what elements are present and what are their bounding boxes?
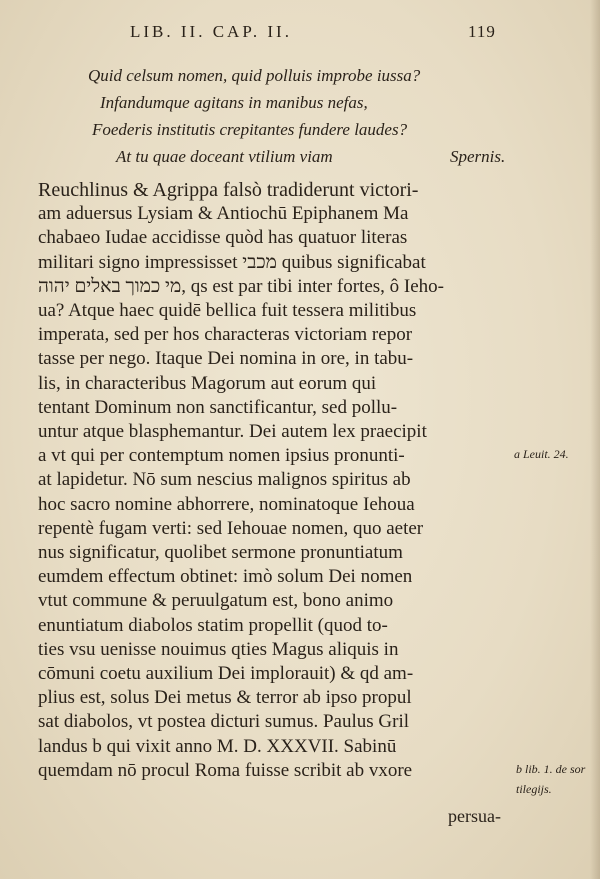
verse-block: [88, 62, 506, 170]
body-text: [38, 178, 508, 783]
text-line: lis, in characteribus Magorum aut eorum qui: [38, 372, 377, 394]
text-line: tentant Dominum non sanctificantur, sed pollu-: [38, 396, 398, 418]
text-line: at lapidetur. Nō sum nescius malignos spiritus ab: [38, 469, 411, 491]
verse-line: Infandumque agitans in manibus nefas,: [100, 93, 368, 112]
text-line: vtut commune & peruulgatum est, bono animo: [38, 590, 394, 612]
text-line: enuntiatum diabolos statim propellit (quod to-: [38, 614, 388, 636]
margin-note-b-continued: tilegijs.: [516, 782, 552, 796]
verse-line: Foederis institutis crepitantes fundere laudes?: [92, 120, 408, 139]
page-number: 119: [468, 22, 496, 41]
text-line: untur atque blasphemantur. Dei autem lex praecipit: [38, 421, 427, 443]
margin-note-b: b lib. 1. de sor: [516, 762, 586, 776]
catchword: persua-: [448, 806, 501, 826]
text-line: repentè fugam verti: sed Iehouae nomen, quo aeter: [38, 517, 424, 539]
page-edge-shadow: [590, 0, 600, 879]
text-line: nus significatur, quolibet sermone pronuntiatum: [38, 542, 403, 564]
text-line: tasse per nego. Itaque Dei nomina in ore, in tabu-: [38, 348, 414, 370]
verse-line: At tu quae doceant vtilium viam: [116, 147, 333, 166]
text-line: militari signo impressisset מכבי quibus significabat: [38, 251, 426, 273]
text-line: landus b qui vixit anno M. D. XXXVII. Sabinū: [38, 735, 397, 757]
running-title: LIB. II. CAP. II.: [130, 22, 292, 41]
verse-end-word: Spernis.: [450, 147, 506, 166]
text-line: a vt qui per contemptum nomen ipsius pronunti-: [38, 445, 405, 467]
text-line: Reuchlinus & Agrippa falsò tradiderunt victori-: [38, 179, 419, 201]
text-line: ties vsu uenisse nouimus qties Magus aliquis in: [38, 638, 399, 660]
text-line: hoc sacro nomine abhorrere, nominatoque Iehoua: [38, 493, 415, 515]
text-line: ua? Atque haec quidē bellica fuit tessera militibus: [38, 300, 417, 322]
text-line: sat diabolos, vt postea dicturi sumus. Paulus Gril: [38, 711, 410, 733]
text-line: eumdem effectum obtinet: imò solum Dei nomen: [38, 566, 413, 588]
text-line: cōmuni coetu auxilium Dei implorauit) & qd am-: [38, 663, 414, 685]
margin-note-a: a Leuit. 24.: [514, 447, 569, 461]
text-line: am aduersus Lysiam & Antiochū Epiphanem Ma: [38, 203, 409, 225]
verse-line: Quid celsum nomen, quid polluis improbe iussa?: [88, 66, 421, 85]
text-line: plius est, solus Dei metus & terror ab ipso propul: [38, 687, 412, 709]
text-line: מי כמוך באלים יהוה, qs est par tibi inter fortes, ô Ieho-: [38, 275, 444, 297]
text-line: imperata, sed per hos characteras victoriam repor: [38, 324, 413, 346]
text-line: quemdam nō procul Roma fuisse scribit ab vxore: [38, 759, 413, 781]
text-line: chabaeo Iudae accidisse quòd has quatuor literas: [38, 227, 408, 249]
